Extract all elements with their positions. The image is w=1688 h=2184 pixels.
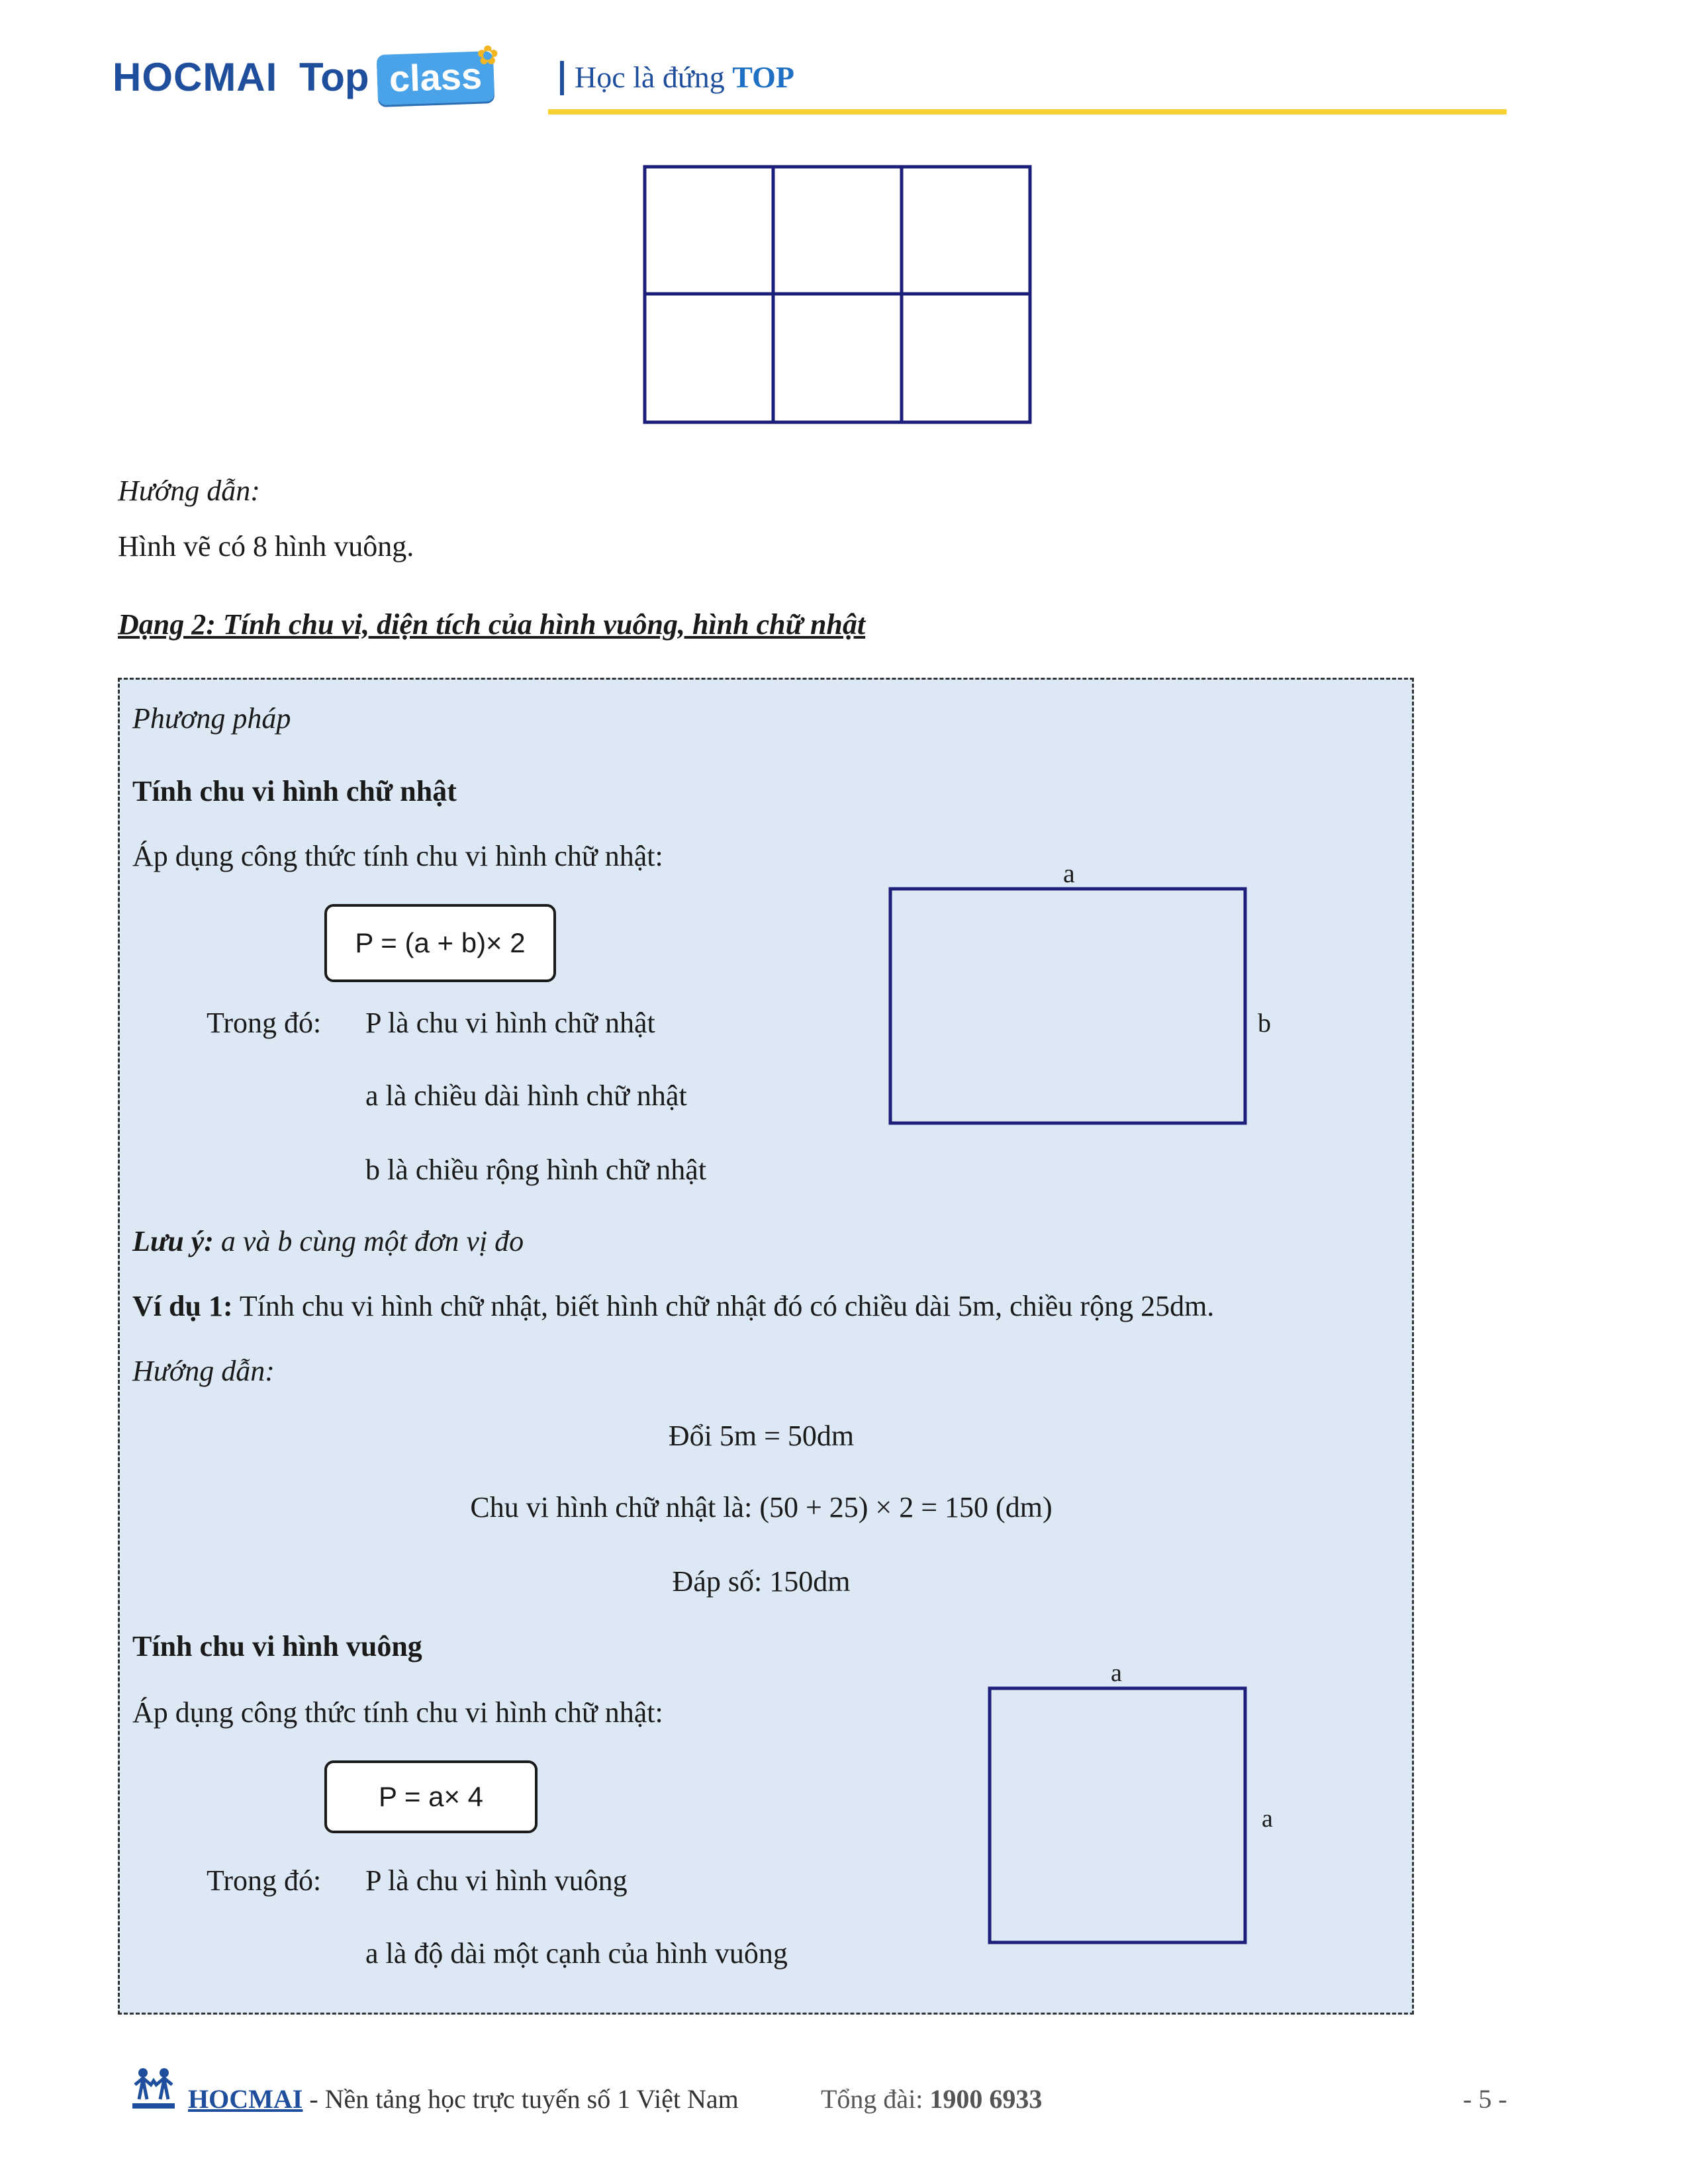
note-label: Lưu ý: <box>132 1225 214 1257</box>
slogan-divider <box>560 61 564 95</box>
rect-formula: P = (a + b)× 2 <box>324 904 556 982</box>
hotline-number: 1900 6933 <box>929 2084 1043 2114</box>
square-label-top: a <box>1111 1659 1122 1687</box>
square-shape <box>990 1688 1245 1942</box>
grid-figure <box>642 164 1039 429</box>
example-guide: Hướng dẫn: <box>132 1355 275 1387</box>
square-apply: Áp dụng công thức tính chu vi hình chữ nhật: <box>132 1696 663 1729</box>
rect-where: Trong đó: <box>207 1007 322 1039</box>
rect-label-b: b <box>1258 1008 1271 1038</box>
square-def-a: a là độ dài một cạnh của hình vuông <box>365 1937 788 1970</box>
square-label-right: a <box>1262 1805 1273 1833</box>
rectangle-shape <box>890 889 1245 1123</box>
rect-def-a: a là chiều dài hình chữ nhật <box>365 1079 687 1112</box>
rect-def-b: b là chiều rộng hình chữ nhật <box>365 1154 707 1186</box>
note-line <box>132 1224 524 1259</box>
logo-top: Top <box>299 55 369 99</box>
rect-apply: Áp dụng công thức tính chu vi hình chữ nhật: <box>132 840 663 872</box>
example-label: Ví dụ 1: <box>132 1290 233 1322</box>
rect-label-a: a <box>1063 858 1075 888</box>
slogan-highlight: TOP <box>732 60 794 94</box>
square-formula: P = a× 4 <box>324 1760 538 1833</box>
guide-answer: Hình vẽ có 8 hình vuông. <box>118 530 414 563</box>
logo-class: class <box>377 51 495 105</box>
example-line <box>132 1289 1214 1324</box>
calc-perimeter: Chu vi hình chữ nhật là: (50 + 25) × 2 = 150 (dm) <box>470 1491 1053 1524</box>
square-def-p: P là chu vi hình vuông <box>365 1864 628 1897</box>
hocmai-footer-logo <box>130 2065 177 2113</box>
method-heading: Phương pháp <box>132 702 291 735</box>
calc-answer: Đáp số: 150dm <box>672 1565 851 1598</box>
page-number: - 5 - <box>1463 2084 1507 2114</box>
footer-tagline: - Nền tảng học trực tuyến số 1 Việt Nam <box>303 2084 739 2114</box>
rect-def-p: P là chu vi hình chữ nhật <box>365 1007 655 1039</box>
hotline-label: Tổng đài: <box>821 2084 930 2114</box>
square-figure <box>986 1685 1251 1950</box>
header-underline <box>548 109 1507 114</box>
rectangle-figure <box>887 886 1251 1130</box>
footer-brand-link[interactable]: HOCMAI <box>188 2084 303 2114</box>
square-where: Trong đó: <box>207 1864 322 1897</box>
square-title: Tính chu vi hình vuông <box>132 1630 422 1662</box>
note-text: a và b cùng một đơn vị đo <box>220 1225 524 1257</box>
star-icon: ✿ <box>477 40 499 71</box>
guide-heading: Hướng dẫn: <box>118 475 260 507</box>
footer-hotline <box>821 2083 1042 2115</box>
rect-title: Tính chu vi hình chữ nhật <box>132 775 457 807</box>
calc-convert: Đổi 5m = 50dm <box>668 1420 855 1452</box>
footer-brand-line <box>188 2083 739 2115</box>
example-text: Tính chu vi hình chữ nhật, biết hình chữ nhật đó có chiều dài 5m, chiều rộng 25dm. <box>239 1290 1215 1322</box>
section-title: Dạng 2: Tính chu vi, diện tích của hình vuông, hình chữ nhật <box>118 608 866 641</box>
slogan-prefix: Học là đứng <box>575 60 725 94</box>
header-slogan <box>575 60 794 95</box>
logo-hocmai: HOCMAI <box>113 55 278 99</box>
